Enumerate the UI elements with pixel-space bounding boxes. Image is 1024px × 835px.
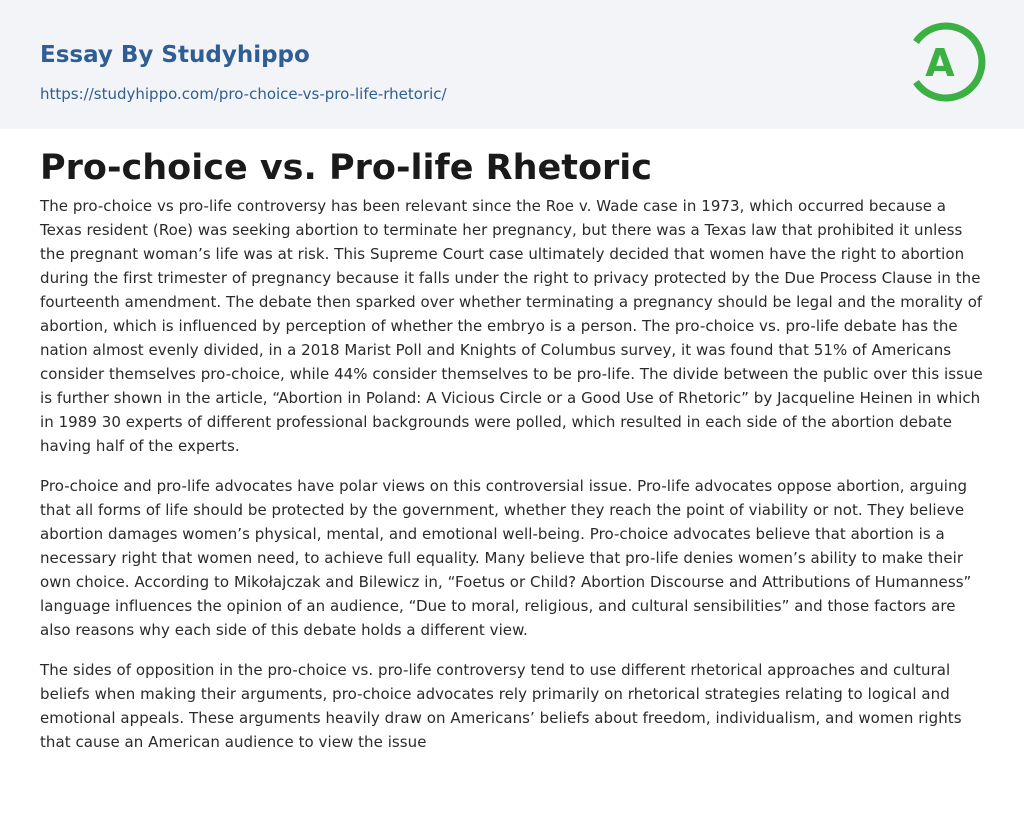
article (40, 146, 986, 754)
source-url-link[interactable]: https://studyhippo.com/pro-choice-vs-pro-life-rhetoric/ (40, 85, 447, 103)
paragraph-2: Pro-choice and pro-life advocates have polar views on this controversial issue. Pro-life advocates oppose abortion, arguing that all forms of life should be protected by the government, whether they reach the point of viability or not. They believe abortion damages women’s physical, mental, and emotional well-being. Pro-choice advocates believe that abortion is a necessary right that women need, to achieve full equality. Many believe that pro-life denies women’s ability to make their own choice. According to Mikołajczak and Bilewicz in, “Foetus or Child? Abortion Discourse and Attributions of Humanness” language influences the opinion of an audience, “Due to moral, religious, and cultural sensibilities” and those factors are also reasons why each side of this debate holds a different view. (40, 477, 972, 639)
brand-title: Essay By Studyhippo (40, 42, 310, 68)
page-title: Pro-choice vs. Pro-life Rhetoric (40, 148, 653, 188)
paragraph-1: The pro-choice vs pro-life controversy has been relevant since the Roe v. Wade case in 1973, which occurred because a Texas resident (Roe) was seeking abortion to terminate her pregnancy, but there was a Texas law that prohibited it unless the pregnant woman’s life was at risk. This Supreme Court case ultimately decided that women have the right to abortion during the first trimester of pregnancy because it falls under the right to privacy protected by the Due Process Clause in the fourteenth amendment. The debate then sparked over whether terminating a pregnancy should be legal and the morality of abortion, which is influenced by perception of whether the embryo is a person. The pro-choice vs. pro-life debate has the nation almost evenly divided, in a 2018 Marist Poll and Knights of Columbus survey, it was found that 51% of Americans consider themselves pro-choice, while 44% consider themselves to be pro-life. The divide between the public over this issue is further shown in the article, “Abortion in Poland: A Vicious Circle or a Good Use of Rhetoric” by Jacqueline Heinen in which in 1989 30 experts of different professional backgrounds were polled, which resulted in each side of the abortion debate having half of the experts. (40, 197, 983, 455)
logo-letter: A (925, 41, 955, 85)
site-header (0, 0, 1024, 129)
studyhippo-logo-icon[interactable] (904, 18, 988, 106)
paragraph-3: The sides of opposition in the pro-choice vs. pro-life controversy tend to use different rhetorical approaches and cultural beliefs when making their arguments, pro-choice advocates rely primarily on rhetorical strategies relating to logical and emotional appeals. These arguments heavily draw on Americans’ beliefs about freedom, individualism, and women rights that cause an American audience to view the issue (40, 661, 962, 751)
